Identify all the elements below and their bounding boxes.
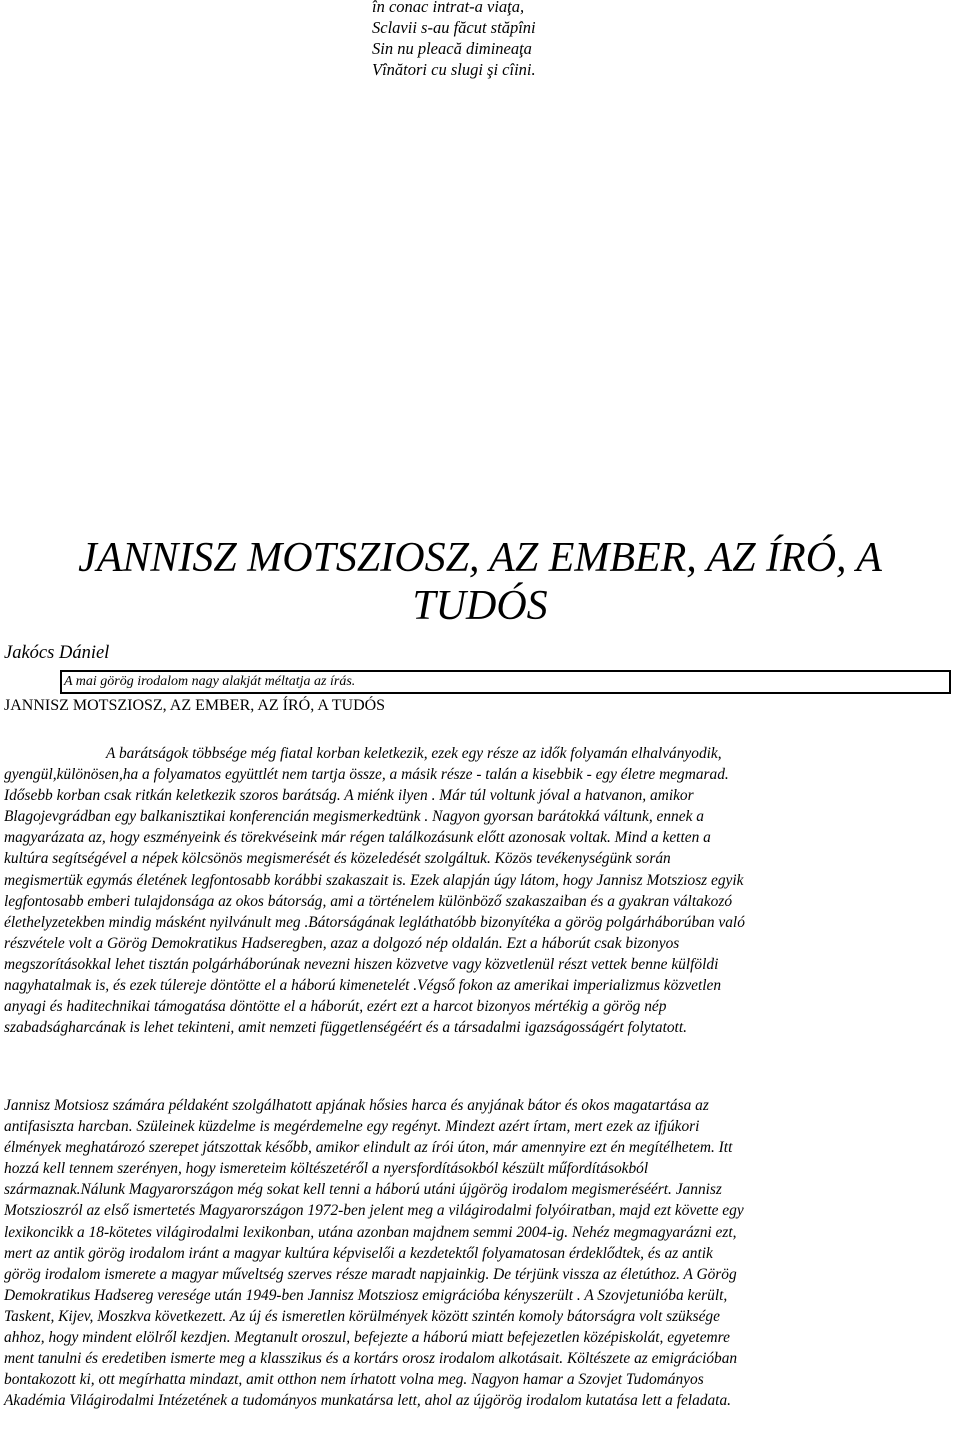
page-title [40, 534, 920, 630]
article-subtitle: JANNISZ MOTSZIOSZ, AZ EMBER, AZ ÍRÓ, A TUDÓS [4, 697, 386, 714]
text-line: gyengül,különösen,ha a folyamatos együttlét nem tartja össze, a másik része - talán a kisebbik - egy életre megmarad. [4, 766, 729, 784]
paragraph-1 [4, 743, 954, 1038]
text-line: antifasiszta harcban. Szüleinek küzdelme is megérdemelne egy regényt. Mindezt azért írtam, mert ezek az ifjúkori [4, 1118, 700, 1136]
text-line: élethelyzetekben mindig másként nyilvánult meg .Bátorságának legláthatóbb bizonyítéka a görög polgárháborúban való [4, 913, 745, 931]
title-line-2: TUDÓS [412, 583, 548, 629]
text-line: Demokratikus Hadsereg veresége után 1949-ben Jannisz Motsziosz emigrációba kényszerült . A Szovjetunióba került, [4, 1286, 728, 1304]
text-line: Idősebb korban csak ritkán keletkezik szoros barátság. A miénk ilyen . Már túl voltunk jóval a hatvanon, amikor [4, 787, 694, 805]
paragraph-2 [4, 1095, 954, 1411]
abstract-box: A mai görög irodalom nagy alakját méltatja az írás. [60, 670, 951, 694]
text-line: szabadságharcának is lehet tekinteni, amit nemzeti függetlenségéért és a társadalmi igazságosságért folytatott. [4, 1019, 687, 1037]
poem-excerpt [372, 0, 536, 80]
text-line: ment tanulni és eredetiben ismerte meg a klasszikus és a kortárs orosz irodalom alkotásait. Költészete az emigrációban [4, 1350, 738, 1368]
text-line: hozzá kell tennem szerényen, hogy ismereteim költészetéről a nyersfordításokból készült műfordításokból [4, 1160, 649, 1178]
text-line: nagyhatalmak is, és ezek túlereje döntötte el a háború kimenetelét .Végső fokon az amerikai imperializmus közvetlen [4, 977, 722, 995]
text-line: mert az antik görög irodalom iránt a magyar kultúra képviselői a kezdetektől folyamatosan érdeklődtek, és az antik [4, 1244, 713, 1262]
text-line: megismertük egymás életének legfontosabb korábbi szakaszait is. Ezek alapján úgy látom, hogy Jannisz Motsziosz egyik [4, 871, 744, 889]
text-line: megszorításokkal lehet tisztán polgárháborúnak nevezni hiszen közvetve vagy közvetlenül részt vettek benne külföldi [4, 955, 719, 973]
text-line: Akadémia Világirodalmi Intézetének a tudományos munkatársa lett, ahol az újgörög irodalom kutatása lett a feladata. [4, 1392, 731, 1410]
text-line: részvétele volt a Görög Demokratikus Hadseregben, azaz a dolgozó nép oldalán. Ezt a háborút csak bizonyos [4, 934, 680, 952]
text-line: élmények meghatározó szerepet játszottak később, amikor elindult az írói úton, már amennyire ezt én megítélhetem. Itt [4, 1139, 733, 1157]
text-line: lexikoncikk a 18-kötetes világirodalmi lexikonban, utána azonban majdnem semmi 2004-ig. Nehéz megmagyarázni ezt, [4, 1223, 737, 1241]
text-line: Taskent, Kijev, Moszkva következett. Az új és ismeretlen körülmények között szintén komoly bátorságra volt szüksége [4, 1307, 720, 1325]
poem-line: Sin nu pleacă dimineaţa [372, 39, 532, 58]
author-name: Jakócs Dániel [4, 643, 110, 663]
text-line: Motszioszról az első ismertetés Magyarországon 1972-ben jelent meg a világirodalmi folyóiratban, majd ezt követte egy [4, 1202, 744, 1220]
poem-line: în conac intrat-a viaţa, [372, 0, 525, 16]
text-line: legfontosabb emberi tulajdonsága az okos bátorság, ami a történelem különböző szakaszaiban és a gyakran váltakozó [4, 892, 733, 910]
text-line: kultúra segítségével a népek kölcsönös megismerését és közeledését szolgáltuk. Közös tevékenységünk során [4, 850, 671, 868]
text-line: bontakozott ki, ott megírhatta mindazt, amit otthon nem írhatott volna meg. Nagyon hamar a Szovjet Tudományos [4, 1371, 704, 1389]
text-line: A barátságok többsége még fiatal korban keletkezik, ezek egy része az idők folyamán elhalványodik, [106, 745, 722, 762]
text-line: Blagojevgrádban egy balkanisztikai konferencián megismerkedtünk . Nagyon gyorsan barátokká váltunk, ennek a [4, 808, 704, 826]
text-line: magyarázata az, hogy eszményeink és törekvéseink már régen találkozásunk előtt azonosak voltak. Mind a ketten a [4, 829, 711, 847]
poem-line: Sclavii s-au făcut stăpîni [372, 18, 536, 37]
text-line: ahhoz, hogy mindent elölről kezdjen. Megtanult oroszul, befejezte a háború miatt befejezetlen középiskolát, egyetemre [4, 1329, 730, 1347]
text-line: anyagi és haditechnikai támogatása döntötte el a háborút, ezért ezt a harcot bizonyos mértékig a görög nép [4, 998, 667, 1016]
title-line-1: JANNISZ MOTSZIOSZ, AZ EMBER, AZ ÍRÓ, A [78, 535, 882, 581]
text-line: származnak.Nálunk Magyarországon még sokat kell tenni a háború utáni újgörög irodalom megismeréséért. Jannisz [4, 1181, 722, 1199]
text-line: Jannisz Motsiosz számára példaként szolgálhatott apjának hősies harca és anyjának bátor és okos magatartása az [4, 1097, 709, 1114]
poem-line: Vînători cu slugi şi cîini. [372, 60, 536, 79]
text-line: görög irodalom ismerete a magyar műveltség szerves része maradt napjainkig. De térjünk vissza az életúthoz. A Görög [4, 1265, 737, 1283]
